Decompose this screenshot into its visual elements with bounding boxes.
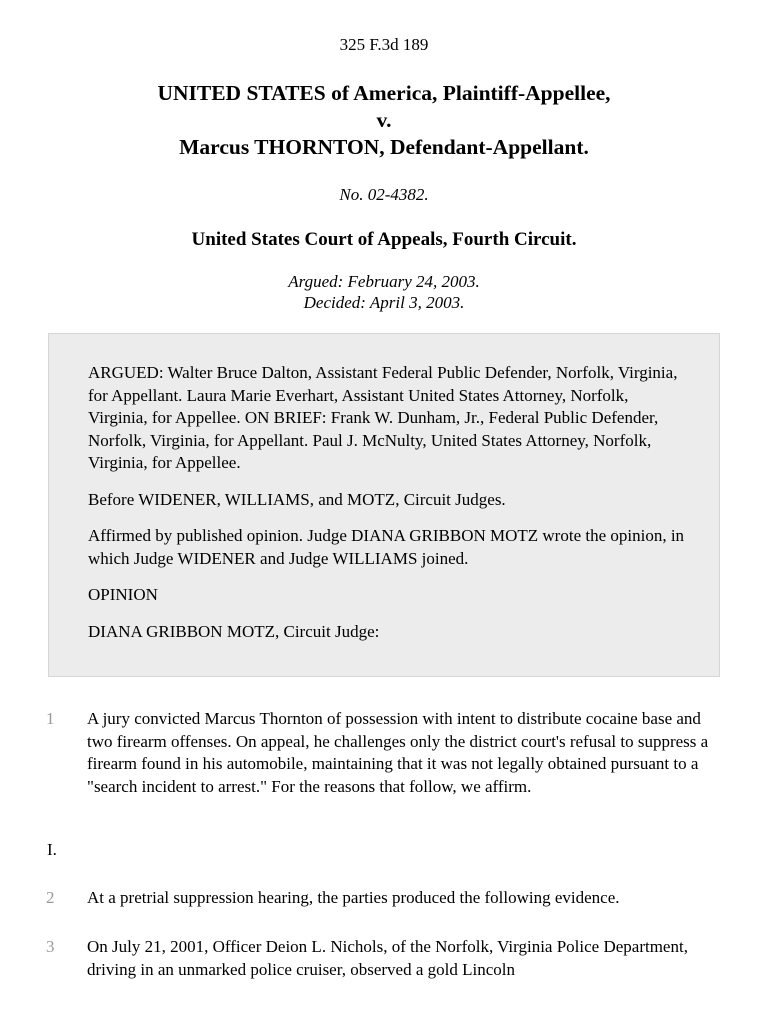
panel-paragraph: Before WIDENER, WILLIAMS, and MOTZ, Circuit Judges. [88, 489, 506, 509]
paragraph-text: On July 21, 2001, Officer Deion L. Nichols, of the Norfolk, Virginia Police Department, driving in an unmarked police cruiser, observed a gold Lincoln [87, 937, 688, 979]
decided-date: Decided: April 3, 2003. [303, 293, 465, 312]
defendant-line: Marcus THORNTON, Defendant-Appellant. [179, 135, 589, 159]
docket-number: No. 02-4382. [339, 185, 429, 204]
paragraph-text: At a pretrial suppression hearing, the parties produced the following evidence. [87, 888, 620, 907]
case-citation: 325 F.3d 189 [339, 35, 429, 54]
court-name: United States Court of Appeals, Fourth Circuit. [191, 229, 577, 250]
disposition-paragraph: Affirmed by published opinion. Judge DIANA GRIBBON MOTZ wrote the opinion, in which Judge WIDENER and Judge WILLIAMS joined. [88, 526, 685, 568]
argued-date: Argued: February 24, 2003. [288, 272, 480, 291]
case-caption [0, 80, 768, 161]
preamble-box [48, 333, 720, 677]
counsel-paragraph: ARGUED: Walter Bruce Dalton, Assistant Federal Public Defender, Norfolk, Virginia, for Appellant. Laura Marie Everhart, Assistant United States Attorney, Norfolk, Virginia, for Appellee. ON BRIEF: Frank W. Dunham, Jr., Federal Public Defender, Norfolk, Virginia, for Appellant. Paul J. McNulty, United States Attorney, Norfolk, Virginia, for Appellee. [88, 363, 678, 472]
opinion-author: DIANA GRIBBON MOTZ, Circuit Judge: [88, 621, 380, 641]
paragraph-number: 3 [46, 937, 55, 956]
paragraph-number: 1 [46, 709, 55, 728]
section-heading: I. [47, 840, 57, 859]
plaintiff-line: UNITED STATES of America, Plaintiff-Appellee, [157, 81, 611, 105]
paragraph-number: 2 [46, 888, 55, 907]
preamble-content [88, 362, 688, 657]
versus-line: v. [376, 108, 392, 132]
paragraph-text: A jury convicted Marcus Thornton of possession with intent to distribute cocaine base and two firearm offenses. On appeal, he challenges only the district court's refusal to suppress a firearm found in his automobile, maintaining that it was not legally obtained pursuant to a "search incident to arrest." For the reasons that follow, we affirm. [87, 709, 709, 796]
opinion-label: OPINION [88, 585, 158, 604]
case-dates [0, 271, 768, 313]
